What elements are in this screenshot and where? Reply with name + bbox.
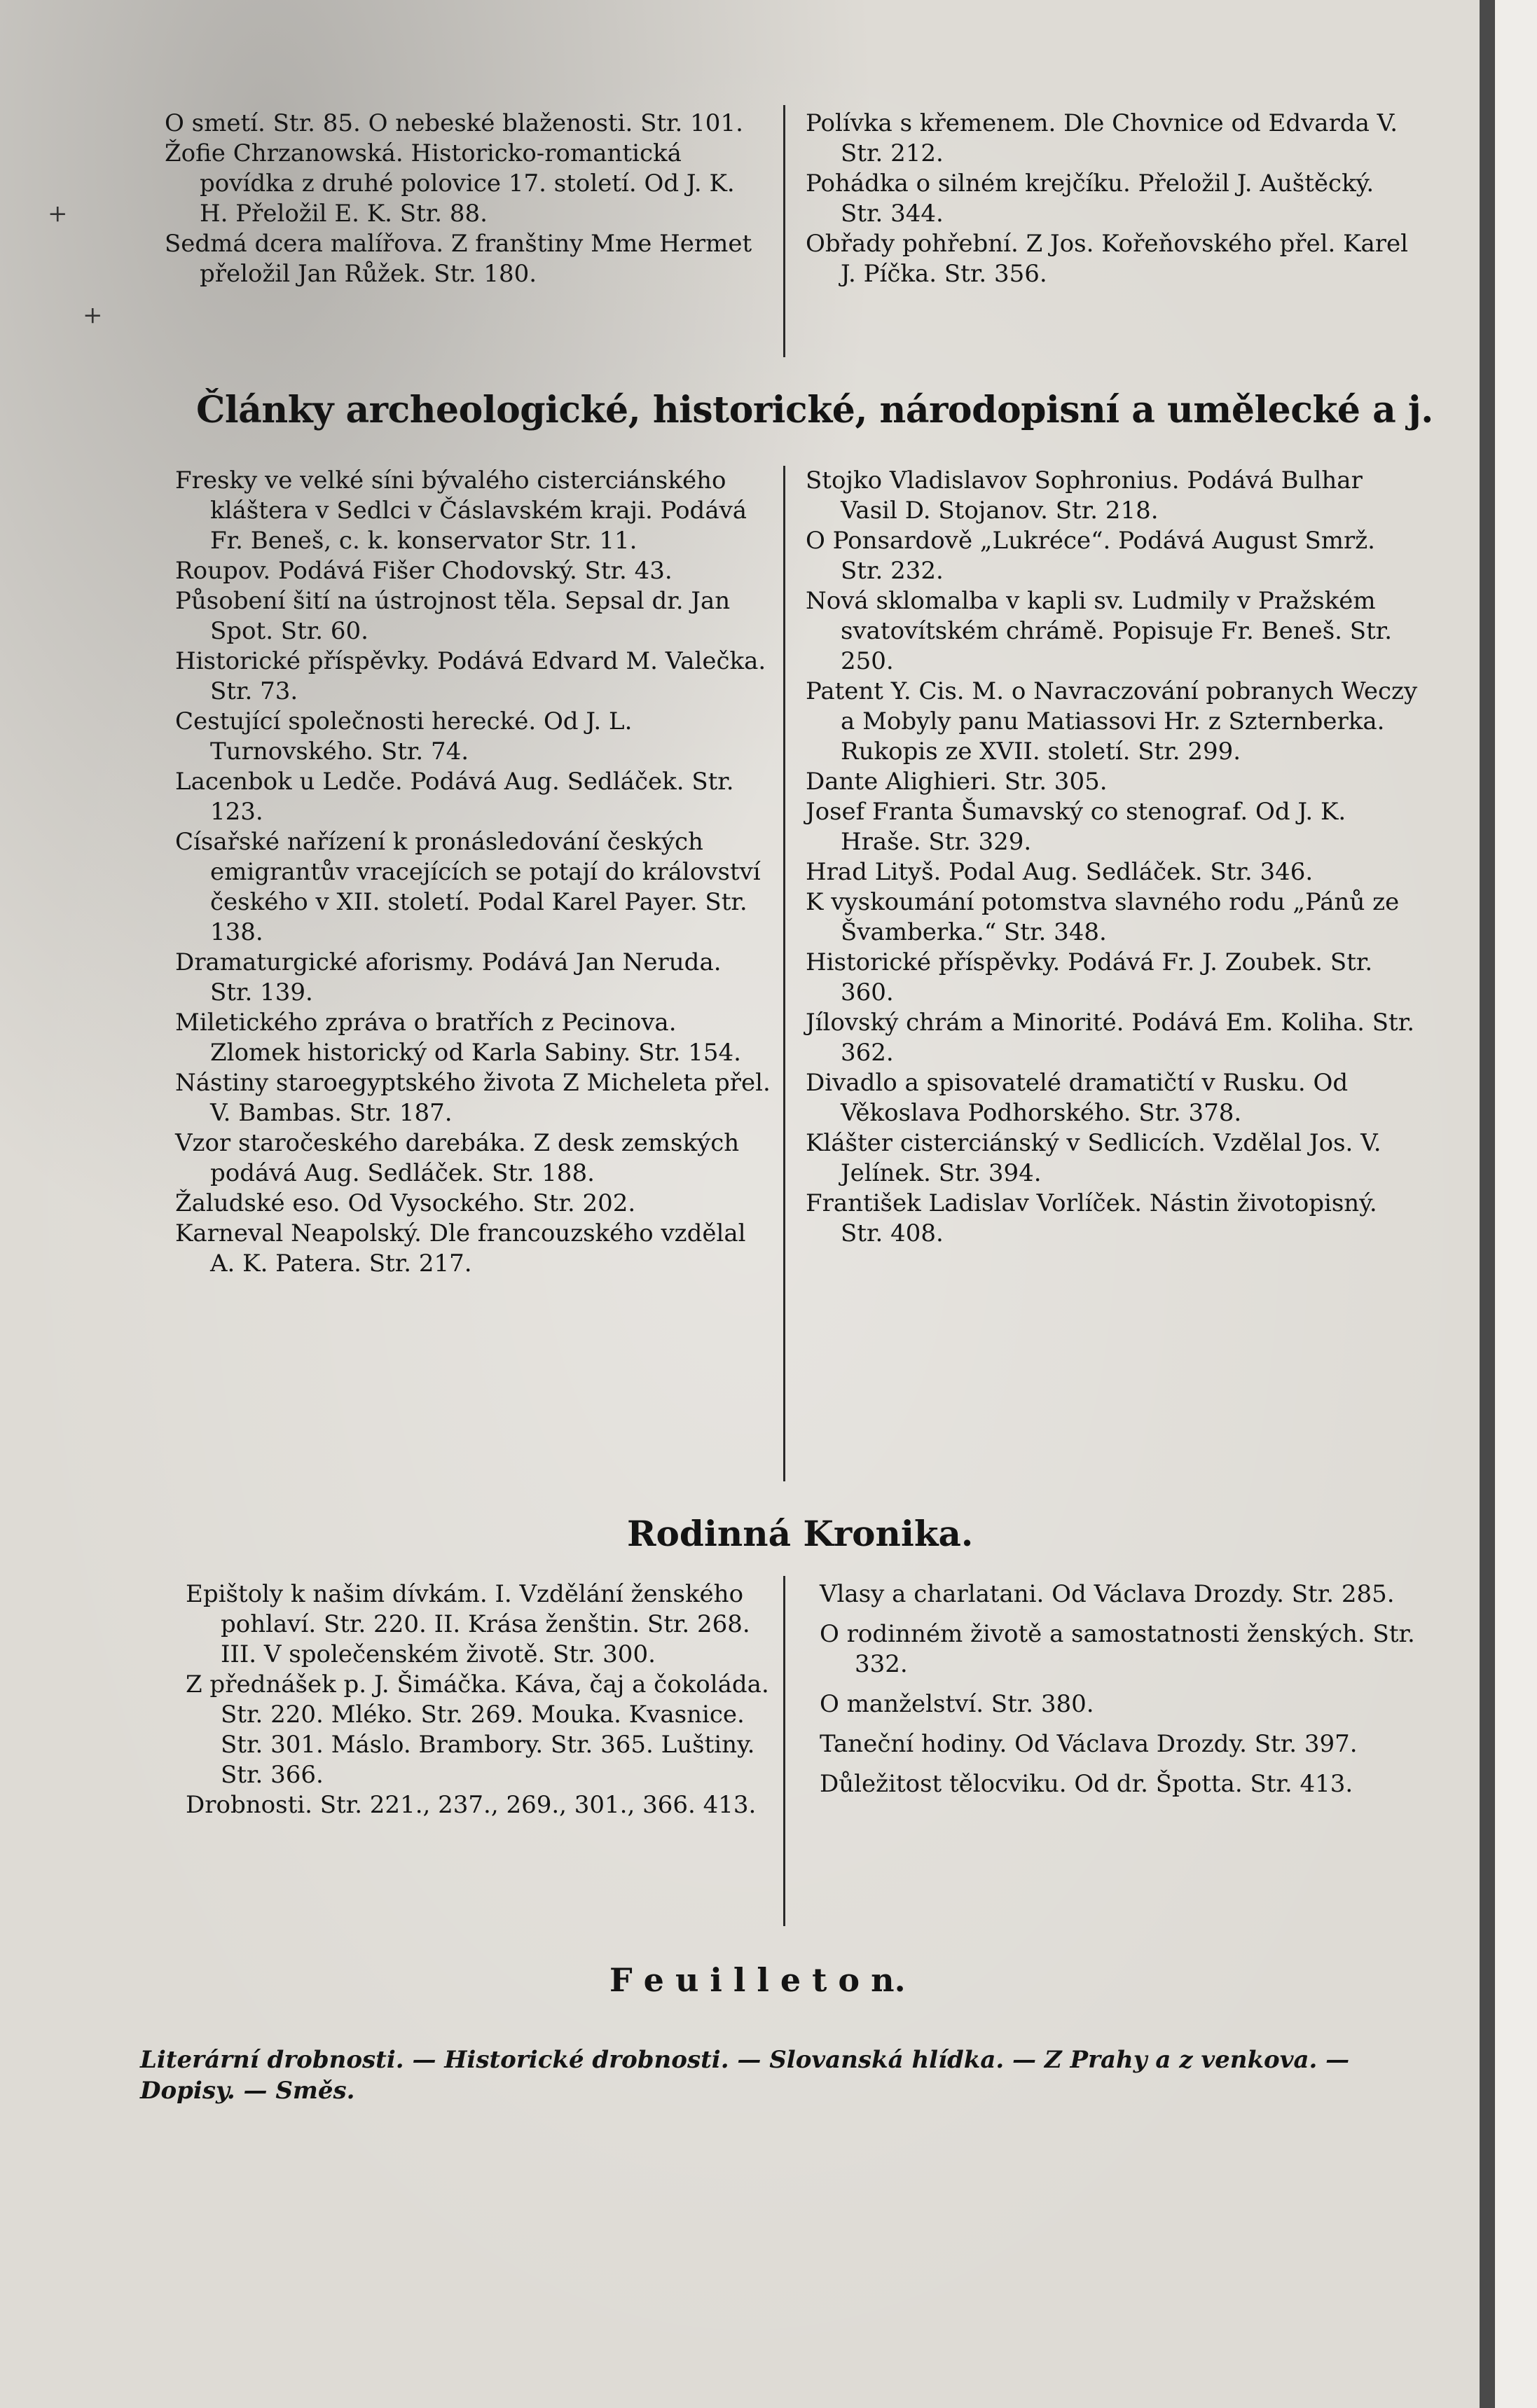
entry: Sedmá dcera malířova. Z franštiny Mme Hermet přeložil Jan Růžek. Str. 180. xyxy=(165,230,752,288)
margin-mark: + xyxy=(48,200,68,228)
entry: Vlasy a charlatani. Od Václava Drozdy. Str. 285. xyxy=(820,1580,1395,1608)
articles-left-column xyxy=(175,466,771,1279)
entry: Lacenbok u Ledče. Podává Aug. Sedláček. Str. 123. xyxy=(175,768,734,826)
entry: Nástiny staroegyptského života Z Micheleta přel. V. Bambas. Str. 187. xyxy=(175,1069,771,1127)
entry: O manželství. Str. 380. xyxy=(820,1690,1094,1718)
entry: O smetí. Str. 85. O nebeské blaženosti. Str. 101. xyxy=(165,109,743,137)
entry: Miletického zpráva o bratřích z Pecinova. Zlomek historický od Karla Sabiny. Str. 154. xyxy=(175,1009,741,1067)
entry: Dante Alighieri. Str. 305. xyxy=(806,768,1108,796)
entry: Taneční hodiny. Od Václava Drozdy. Str. 397. xyxy=(820,1730,1358,1758)
entry: Josef Franta Šumavský co stenograf. Od J. K. Hraše. Str. 329. xyxy=(806,798,1346,856)
entry: Roupov. Podává Fišer Chodovský. Str. 43. xyxy=(175,557,673,585)
entry: Cestující společnosti herecké. Od J. L. Turnovského. Str. 74. xyxy=(175,707,633,766)
binding-shadow xyxy=(1480,0,1495,2408)
top-left-column xyxy=(165,109,767,289)
entry: Klášter cisterciánský v Sedlicích. Vzdělal Jos. V. Jelínek. Str. 394. xyxy=(806,1129,1381,1187)
entry: K vyskoumání potomstva slavného rodu „Pánů ze Švamberka.“ Str. 348. xyxy=(806,888,1400,946)
entry: Dramaturgické aforismy. Podává Jan Neruda. Str. 139. xyxy=(175,948,722,1006)
entry: Žofie Chrzanowská. Historicko-romantická povídka z druhé polovice 17. století. Od J. K. H. Přeložil E. K. Str. 88. xyxy=(165,139,735,228)
section-heading-articles: Články archeologické, historické, národopisní a umělecké a j. xyxy=(196,389,1433,431)
entry: Stojko Vladislavov Sophronius. Podává Bulhar Vasil D. Stojanov. Str. 218. xyxy=(806,466,1363,525)
entry: Pohádka o silném krejčíku. Přeložil J. Auštěcký. Str. 344. xyxy=(806,169,1374,228)
entry: Jílovský chrám a Minorité. Podává Em. Koliha. Str. 362. xyxy=(806,1009,1415,1067)
entry: František Ladislav Vorlíček. Nástin životopisný. Str. 408. xyxy=(806,1189,1377,1247)
entry: Divadlo a spisovatelé dramatičtí v Rusku. Od Věkoslava Podhorského. Str. 378. xyxy=(806,1069,1349,1127)
entry: Fresky ve velké síni bývalého cisterciánského kláštera v Sedlci v Čáslavském kraji. Podává Fr. Beneš, c. k. konservator Str. 11. xyxy=(175,466,747,555)
column-divider xyxy=(783,466,785,1481)
entry: Historické příspěvky. Podává Edvard M. Valečka. Str. 73. xyxy=(175,647,766,705)
margin-mark: + xyxy=(83,301,103,329)
entry: Vzor staročeského darebáka. Z desk zemských podává Aug. Sedláček. Str. 188. xyxy=(175,1129,740,1187)
section-heading-kronika: Rodinná Kronika. xyxy=(627,1513,974,1554)
page-margin xyxy=(1495,0,1537,2408)
column-divider xyxy=(783,105,785,357)
entry: Patent Y. Cis. M. o Navraczování pobranych Weczy a Mobyly panu Matiassovi Hr. z Szternberka. Rukopis ze XVII. století. Str. 299. xyxy=(806,677,1418,766)
section-heading-feuilleton: F e u i l l e t o n. xyxy=(609,1961,906,1999)
articles-right-column xyxy=(806,466,1422,1249)
entry: Obřady pohřební. Z Jos. Kořeňovského přel. Karel J. Píčka. Str. 356. xyxy=(806,230,1408,288)
entry: Epištoly k našim dívkám. I. Vzdělání ženského pohlaví. Str. 220. II. Krása ženštin. Str. 268. III. V společenském životě. Str. 300. xyxy=(186,1580,750,1668)
entry: Působení šití na ústrojnost těla. Sepsal dr. Jan Spot. Str. 60. xyxy=(175,587,731,645)
entry: Drobnosti. Str. 221., 237., 269., 301., 366. 413. xyxy=(186,1791,757,1819)
entry: Karneval Neapolský. Dle francouzského vzdělal A. K. Patera. Str. 217. xyxy=(175,1219,746,1278)
feuilleton-contents: Literární drobnosti. — Historické drobnosti. — Slovanská hlídka. — Z Prahy a z venkova. — Dopisy. — Směs. xyxy=(140,2046,1350,2105)
entry: Historické příspěvky. Podává Fr. J. Zoubek. Str. 360. xyxy=(806,948,1373,1006)
column-divider xyxy=(783,1576,785,1926)
kronika-left-column xyxy=(186,1579,771,1820)
entry: Císařské nařízení k pronásledování českých emigrantův vracejících se potají do království českého v XII. století. Podal Karel Payer. Str. 138. xyxy=(175,828,761,946)
top-right-column xyxy=(806,109,1422,289)
entry: O Ponsardově „Lukréce“. Podává August Smrž. Str. 232. xyxy=(806,527,1375,585)
entry: Polívka s křemenem. Dle Chovnice od Edvarda V. Str. 212. xyxy=(806,109,1398,167)
entry: O rodinném životě a samostatnosti ženských. Str. 332. xyxy=(820,1620,1415,1678)
entry: Důležitost tělocviku. Od dr. Špotta. Str. 413. xyxy=(820,1770,1353,1798)
kronika-right-column xyxy=(820,1579,1422,1799)
entry: Z přednášek p. J. Šimáčka. Káva, čaj a čokoláda. Str. 220. Mléko. Str. 269. Mouka. Kvasnice. Str. 301. Máslo. Brambory. Str. 365. Luštiny. Str. 366. xyxy=(186,1670,769,1789)
entry: Nová sklomalba v kapli sv. Ludmily v Pražském svatovítském chrámě. Popisuje Fr. Beneš. Str. 250. xyxy=(806,587,1393,675)
entry: Žaludské eso. Od Vysockého. Str. 202. xyxy=(175,1189,636,1217)
entry: Hrad Lityš. Podal Aug. Sedláček. Str. 346. xyxy=(806,858,1314,886)
